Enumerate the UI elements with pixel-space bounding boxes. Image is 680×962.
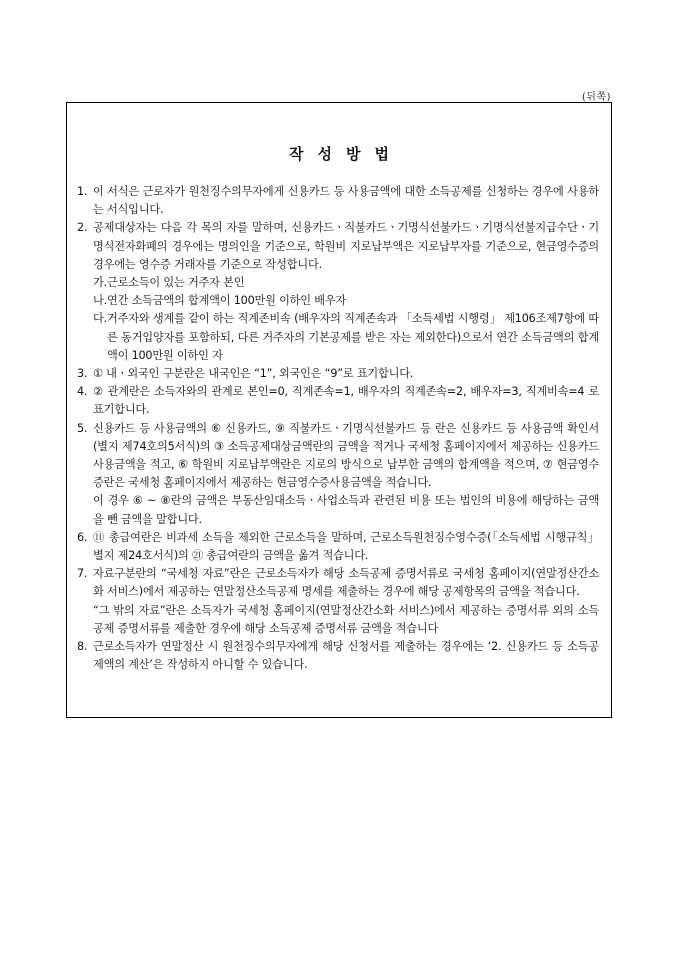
- instruction-item-7: [77, 565, 599, 601]
- item-text: ② 관계란은 소득자와의 관계로 본인=0, 직계존속=1, 배우자의 직계존속=2, 배우자=3, 직계비속=4 로 표기합니다.: [93, 385, 599, 417]
- subitem-text: 근로소득이 있는 거주자 본인: [107, 276, 245, 290]
- item-number: 6.: [77, 530, 88, 544]
- subitem-ga: [93, 274, 599, 292]
- subitem-number: 나.: [93, 294, 107, 308]
- item-number: 3.: [77, 367, 88, 381]
- subitem-number: 다.: [93, 312, 107, 326]
- page-title: 작성방법: [289, 145, 403, 163]
- item-number: 2.: [77, 221, 88, 235]
- subitem-text: 연간 소득금액의 합계액이 100만원 이하인 배우자: [107, 294, 347, 308]
- instruction-item-5: [77, 420, 599, 493]
- item-text: 신용카드 등 사용금액의 ⑥ 신용카드, ⑨ 직불카드ㆍ기명식선불카드 등 란은 신용카드 등 사용금액 확인서(별지 제74호의5서식)의 ③ 소득공제대상금액란의 금액을 적거나 국세청 홈페이지에서 제공하는 신용카드사용금액을 적고, ⑥ 학원비 지로납부액란은 지로의 방식으로 납부한 금액의 합계액을 적으며, ⑦ 현금영수증란은 국세청 홈페이지에서 제공하는 현금영수증사용금액을 적습니다.: [93, 421, 599, 490]
- item-number: 8.: [77, 640, 88, 654]
- subitem-na: [93, 292, 599, 310]
- item-text: 자료구분란의 “국세청 자료”란은 근로소득자가 해당 소득공제 증명서류로 국세청 홈페이지(연말정산간소화 서비스)에서 제공하는 연말정산소득공제 명세를 제출하는 경우에 해당 공제항목의 금액을 적습니다.: [93, 567, 599, 599]
- instruction-item-3: [77, 365, 599, 383]
- item-7-note: “그 밖의 자료”란은 소득자가 국세청 홈페이지(연말정산간소화 서비스)에서 제공하는 증명서류 외의 소득공제 증명서류를 제출한 경우에 해당 소득공제 증명서류 금액을 적습니다: [93, 603, 599, 635]
- instruction-item-6: [77, 529, 599, 565]
- instruction-item-8: [77, 638, 599, 674]
- subitem-text: 거주자와 생계를 같이 하는 직계존비속 (배우자의 직계존속과 「소득세법 시행령」 제106조제7항에 따른 동거입양자를 포함하되, 다른 거주자의 기본공제를 받은 자는 제외한다)으로서 연간 소득금액의 합계액이 100만원 이하인 자: [107, 312, 599, 362]
- item-number: 1.: [77, 185, 88, 198]
- instruction-item-1: [77, 183, 599, 219]
- instructions-box: [66, 102, 612, 718]
- page-side-label: (뒤쪽): [581, 92, 611, 103]
- item-text: ⑪ 총급여란은 비과세 소득을 제외한 근로소득을 말하며, 근로소득원천징수영수증(「소득세법 시행규칙」별지 제24호서식)의 ㉑ 총급여란의 금액을 옮겨 적습니다.: [93, 530, 599, 563]
- subitem-da: [93, 310, 599, 365]
- item-5-note: 이 경우 ⑥ ~ ⑧란의 금액은 부동산임대소득ㆍ사업소득과 관련된 비용 또는 법인의 비용에 해당하는 금액을 뺀 금액을 말합니다.: [93, 494, 599, 526]
- item-text: 공제대상자는 다음 각 목의 자를 말하며, 신용카드ㆍ직불카드ㆍ기명식선불카드ㆍ기명식선불지급수단ㆍ기명식전자화폐의 경우에는 명의인을 기준으로, 학원비 지로납부액은 지로납부자를 기준으로, 현금영수증의 경우에는 영수증 거래자를 기준으로 작성합니다.: [93, 221, 599, 271]
- item-text: 이 서식은 근로자가 원천징수의무자에게 신용카드 등 사용금액에 대한 소득공제를 신청하는 경우에 사용하는 서식입니다.: [93, 185, 599, 217]
- instruction-item-2: [77, 219, 599, 274]
- subitem-number: 가.: [93, 276, 107, 290]
- item-text: 근로소득자가 연말정산 시 원천징수의무자에게 해당 신청서를 제출하는 경우에는 ‘2. 신용카드 등 소득공제액의 계산’은 작성하지 아니할 수 있습니다.: [93, 640, 599, 672]
- item-number: 4.: [77, 385, 88, 399]
- item-text: ① 내ㆍ외국인 구분란은 내국인은 “1”, 외국인은 “9”로 표기합니다.: [93, 367, 414, 381]
- item-number: 7.: [77, 567, 88, 581]
- item-number: 5.: [77, 421, 88, 435]
- instructions-list: [77, 183, 599, 674]
- instruction-item-4: [77, 383, 599, 419]
